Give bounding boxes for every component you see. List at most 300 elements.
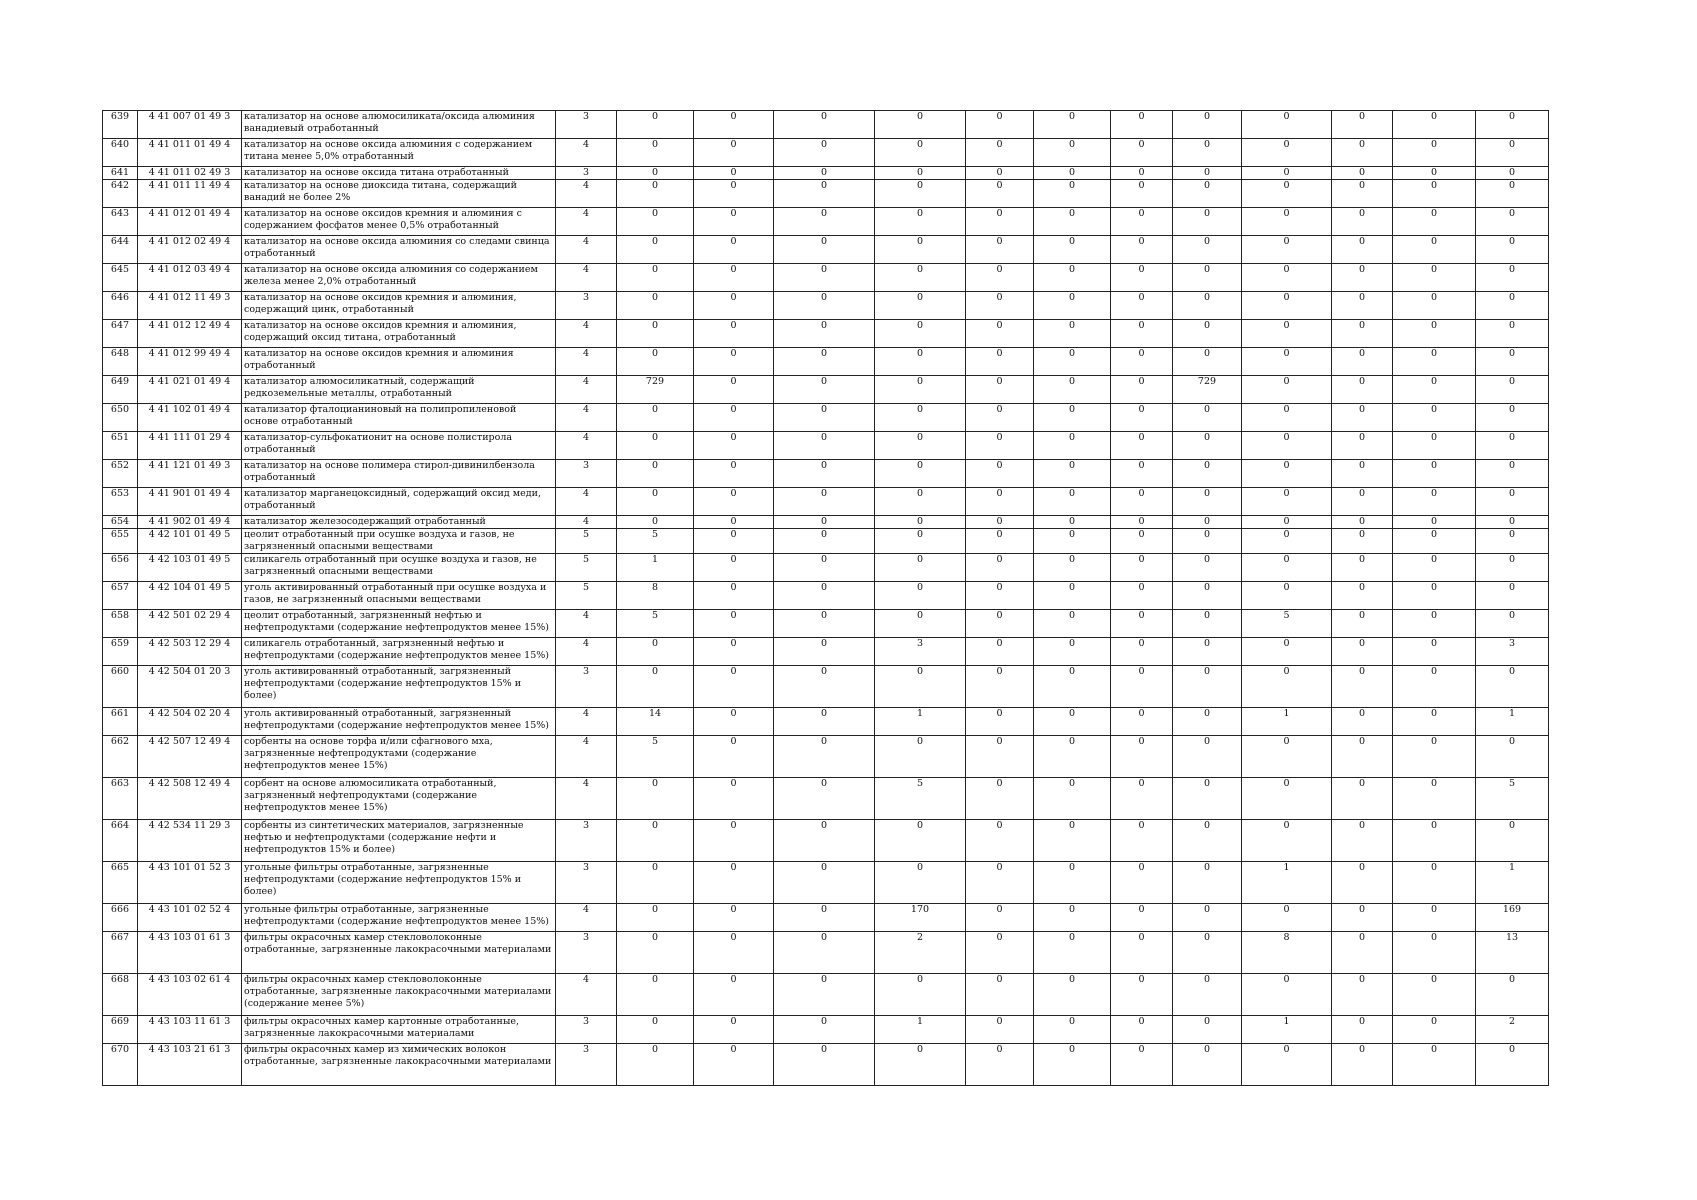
- waste-code-cell: 4 41 012 12 49 4: [138, 320, 242, 348]
- value-cell: 0: [875, 348, 966, 376]
- table-row: [103, 610, 1549, 638]
- value-cell: 0: [1332, 111, 1393, 139]
- value-cell: 0: [966, 582, 1034, 610]
- value-cell: 0: [1476, 111, 1549, 139]
- value-cell: 0: [875, 264, 966, 292]
- value-cell: 0: [774, 1016, 875, 1044]
- hazard-class-cell: 4: [556, 778, 617, 820]
- value-cell: 0: [1034, 460, 1111, 488]
- waste-description-cell: сорбент на основе алюмосиликата отработанный, загрязненный нефтепродуктами (содержание нефтепродуктов менее 15%): [242, 778, 556, 820]
- hazard-class-cell: 3: [556, 932, 617, 974]
- waste-code-cell: 4 42 534 11 29 3: [138, 820, 242, 862]
- value-cell: 0: [774, 610, 875, 638]
- value-cell: 0: [1393, 708, 1476, 736]
- value-cell: 0: [966, 292, 1034, 320]
- value-cell: 0: [694, 111, 774, 139]
- waste-description-cell: фильтры окрасочных камер стекловолоконные отработанные, загрязненные лакокрасочными материалами: [242, 932, 556, 974]
- value-cell: 0: [1242, 404, 1332, 432]
- value-cell: 0: [1242, 904, 1332, 932]
- row-number-cell: 654: [103, 516, 138, 529]
- table-row: [103, 320, 1549, 348]
- value-cell: 0: [1034, 904, 1111, 932]
- value-cell: 0: [966, 432, 1034, 460]
- table-row: [103, 554, 1549, 582]
- waste-description-cell: катализатор марганецоксидный, содержащий оксид меди, отработанный: [242, 488, 556, 516]
- value-cell: 0: [1173, 666, 1242, 708]
- value-cell: 0: [1111, 139, 1173, 167]
- value-cell: 0: [774, 236, 875, 264]
- value-cell: 8: [1242, 932, 1332, 974]
- value-cell: 0: [1034, 111, 1111, 139]
- value-cell: 0: [1476, 582, 1549, 610]
- value-cell: 1: [1242, 708, 1332, 736]
- value-cell: 0: [1173, 292, 1242, 320]
- waste-description-cell: катализатор на основе оксида алюминия со содержанием железа менее 2,0% отработанный: [242, 264, 556, 292]
- value-cell: 0: [1111, 460, 1173, 488]
- value-cell: 0: [774, 1044, 875, 1086]
- value-cell: 0: [1332, 820, 1393, 862]
- value-cell: 0: [617, 139, 694, 167]
- value-cell: 0: [774, 638, 875, 666]
- value-cell: 0: [1332, 320, 1393, 348]
- value-cell: 0: [875, 208, 966, 236]
- value-cell: 0: [774, 974, 875, 1016]
- value-cell: 0: [1173, 1016, 1242, 1044]
- table-row: [103, 904, 1549, 932]
- value-cell: 0: [966, 1044, 1034, 1086]
- value-cell: 1: [1242, 862, 1332, 904]
- document-page: [102, 110, 1549, 1086]
- value-cell: 0: [1111, 111, 1173, 139]
- value-cell: 0: [1476, 666, 1549, 708]
- waste-description-cell: уголь активированный отработанный, загрязненный нефтепродуктами (содержание нефтепродуктов менее 15%): [242, 708, 556, 736]
- value-cell: 0: [774, 320, 875, 348]
- value-cell: 0: [966, 208, 1034, 236]
- waste-code-cell: 4 41 012 11 49 3: [138, 292, 242, 320]
- table-row: [103, 529, 1549, 554]
- value-cell: 0: [1476, 320, 1549, 348]
- value-cell: 0: [966, 778, 1034, 820]
- table-row: [103, 820, 1549, 862]
- value-cell: 0: [1111, 932, 1173, 974]
- value-cell: 0: [617, 862, 694, 904]
- value-cell: 0: [1173, 180, 1242, 208]
- value-cell: 0: [617, 180, 694, 208]
- value-cell: 0: [1332, 516, 1393, 529]
- value-cell: 0: [1393, 778, 1476, 820]
- value-cell: 0: [1034, 862, 1111, 904]
- value-cell: 0: [1393, 932, 1476, 974]
- hazard-class-cell: 4: [556, 180, 617, 208]
- value-cell: 0: [1332, 180, 1393, 208]
- value-cell: 0: [617, 264, 694, 292]
- value-cell: 0: [1476, 554, 1549, 582]
- value-cell: 0: [875, 111, 966, 139]
- value-cell: 0: [617, 208, 694, 236]
- value-cell: 0: [617, 292, 694, 320]
- row-number-cell: 661: [103, 708, 138, 736]
- value-cell: 0: [1173, 348, 1242, 376]
- value-cell: 0: [966, 610, 1034, 638]
- value-cell: 0: [774, 167, 875, 180]
- row-number-cell: 643: [103, 208, 138, 236]
- value-cell: 0: [1173, 862, 1242, 904]
- value-cell: 0: [1332, 167, 1393, 180]
- value-cell: 8: [617, 582, 694, 610]
- hazard-class-cell: 4: [556, 488, 617, 516]
- value-cell: 0: [1476, 167, 1549, 180]
- value-cell: 0: [1332, 1016, 1393, 1044]
- value-cell: 2: [875, 932, 966, 974]
- value-cell: 0: [774, 582, 875, 610]
- value-cell: 0: [1111, 820, 1173, 862]
- value-cell: 0: [1242, 320, 1332, 348]
- value-cell: 0: [1034, 778, 1111, 820]
- value-cell: 0: [1393, 292, 1476, 320]
- value-cell: 0: [1393, 1044, 1476, 1086]
- value-cell: 0: [1393, 460, 1476, 488]
- value-cell: 0: [1393, 638, 1476, 666]
- waste-description-cell: катализатор фталоцианиновый на полипропиленовой основе отработанный: [242, 404, 556, 432]
- value-cell: 0: [1332, 862, 1393, 904]
- waste-description-cell: катализатор железосодержащий отработанный: [242, 516, 556, 529]
- value-cell: 0: [1111, 1044, 1173, 1086]
- value-cell: 0: [1332, 1044, 1393, 1086]
- hazard-class-cell: 3: [556, 460, 617, 488]
- value-cell: 13: [1476, 932, 1549, 974]
- value-cell: 0: [617, 404, 694, 432]
- value-cell: 0: [1034, 932, 1111, 974]
- waste-data-table: [102, 110, 1549, 1086]
- value-cell: 0: [1332, 582, 1393, 610]
- row-number-cell: 669: [103, 1016, 138, 1044]
- value-cell: 0: [1034, 167, 1111, 180]
- value-cell: 0: [1332, 208, 1393, 236]
- value-cell: 0: [966, 820, 1034, 862]
- waste-code-cell: 4 41 011 01 49 4: [138, 139, 242, 167]
- value-cell: 0: [694, 529, 774, 554]
- row-number-cell: 639: [103, 111, 138, 139]
- value-cell: 0: [1173, 404, 1242, 432]
- value-cell: 5: [617, 529, 694, 554]
- waste-code-cell: 4 41 902 01 49 4: [138, 516, 242, 529]
- waste-code-cell: 4 43 103 01 61 3: [138, 932, 242, 974]
- row-number-cell: 664: [103, 820, 138, 862]
- value-cell: 0: [1393, 736, 1476, 778]
- value-cell: 0: [966, 708, 1034, 736]
- value-cell: 0: [1242, 432, 1332, 460]
- value-cell: 0: [1393, 111, 1476, 139]
- value-cell: 0: [966, 264, 1034, 292]
- row-number-cell: 662: [103, 736, 138, 778]
- waste-code-cell: 4 41 011 02 49 3: [138, 167, 242, 180]
- value-cell: 0: [1332, 666, 1393, 708]
- waste-description-cell: фильтры окрасочных камер картонные отработанные, загрязненные лакокрасочными материалами: [242, 1016, 556, 1044]
- value-cell: 0: [694, 348, 774, 376]
- waste-code-cell: 4 41 012 03 49 4: [138, 264, 242, 292]
- value-cell: 0: [1393, 180, 1476, 208]
- value-cell: 0: [617, 111, 694, 139]
- value-cell: 0: [1111, 904, 1173, 932]
- waste-code-cell: 4 41 012 01 49 4: [138, 208, 242, 236]
- value-cell: 0: [694, 1016, 774, 1044]
- hazard-class-cell: 4: [556, 736, 617, 778]
- value-cell: 0: [617, 904, 694, 932]
- value-cell: 0: [1173, 488, 1242, 516]
- waste-description-cell: катализатор на основе оксидов кремния и алюминия с содержанием фосфатов менее 0,5% отработанный: [242, 208, 556, 236]
- waste-code-cell: 4 41 111 01 29 4: [138, 432, 242, 460]
- value-cell: 0: [774, 208, 875, 236]
- value-cell: 0: [694, 208, 774, 236]
- hazard-class-cell: 4: [556, 264, 617, 292]
- waste-description-cell: катализатор на основе оксидов кремния и алюминия, содержащий оксид титана, отработанный: [242, 320, 556, 348]
- table-row: [103, 862, 1549, 904]
- value-cell: 0: [694, 610, 774, 638]
- value-cell: 0: [1111, 1016, 1173, 1044]
- value-cell: 0: [774, 820, 875, 862]
- value-cell: 0: [1242, 582, 1332, 610]
- value-cell: 0: [774, 348, 875, 376]
- value-cell: 0: [1034, 1016, 1111, 1044]
- value-cell: 0: [1476, 516, 1549, 529]
- waste-code-cell: 4 42 104 01 49 5: [138, 582, 242, 610]
- value-cell: 0: [1111, 348, 1173, 376]
- value-cell: 0: [1173, 904, 1242, 932]
- value-cell: 0: [1393, 582, 1476, 610]
- value-cell: 0: [774, 264, 875, 292]
- value-cell: 0: [1242, 376, 1332, 404]
- value-cell: 0: [1173, 111, 1242, 139]
- waste-code-cell: 4 41 007 01 49 3: [138, 111, 242, 139]
- value-cell: 0: [966, 736, 1034, 778]
- value-cell: 0: [966, 904, 1034, 932]
- value-cell: 0: [875, 529, 966, 554]
- table-row: [103, 460, 1549, 488]
- value-cell: 0: [1173, 820, 1242, 862]
- table-row: [103, 1044, 1549, 1086]
- row-number-cell: 647: [103, 320, 138, 348]
- value-cell: 0: [966, 320, 1034, 348]
- row-number-cell: 650: [103, 404, 138, 432]
- value-cell: 0: [694, 904, 774, 932]
- value-cell: 0: [1242, 111, 1332, 139]
- value-cell: 0: [1393, 516, 1476, 529]
- value-cell: 0: [875, 404, 966, 432]
- value-cell: 0: [875, 666, 966, 708]
- value-cell: 0: [1173, 529, 1242, 554]
- value-cell: 0: [1242, 167, 1332, 180]
- row-number-cell: 660: [103, 666, 138, 708]
- value-cell: 0: [1393, 432, 1476, 460]
- value-cell: 0: [1034, 610, 1111, 638]
- value-cell: 0: [1034, 432, 1111, 460]
- value-cell: 5: [1476, 778, 1549, 820]
- value-cell: 0: [1242, 348, 1332, 376]
- value-cell: 0: [1332, 139, 1393, 167]
- hazard-class-cell: 4: [556, 638, 617, 666]
- waste-description-cell: цеолит отработанный при осушке воздуха и газов, не загрязненный опасными веществами: [242, 529, 556, 554]
- hazard-class-cell: 3: [556, 111, 617, 139]
- value-cell: 0: [1332, 610, 1393, 638]
- hazard-class-cell: 4: [556, 320, 617, 348]
- value-cell: 0: [1242, 736, 1332, 778]
- value-cell: 0: [966, 139, 1034, 167]
- value-cell: 0: [966, 348, 1034, 376]
- value-cell: 0: [1034, 236, 1111, 264]
- value-cell: 0: [1111, 180, 1173, 208]
- value-cell: 0: [774, 904, 875, 932]
- value-cell: 0: [1173, 320, 1242, 348]
- value-cell: 0: [1476, 376, 1549, 404]
- hazard-class-cell: 3: [556, 1016, 617, 1044]
- value-cell: 0: [1111, 862, 1173, 904]
- value-cell: 0: [1242, 1044, 1332, 1086]
- table-row: [103, 1016, 1549, 1044]
- value-cell: 0: [1393, 610, 1476, 638]
- value-cell: 0: [1111, 974, 1173, 1016]
- value-cell: 0: [617, 167, 694, 180]
- waste-description-cell: катализатор на основе оксида алюминия с содержанием титана менее 5,0% отработанный: [242, 139, 556, 167]
- value-cell: 0: [1332, 488, 1393, 516]
- value-cell: 0: [694, 264, 774, 292]
- value-cell: 0: [1111, 292, 1173, 320]
- value-cell: 0: [1034, 582, 1111, 610]
- value-cell: 0: [875, 376, 966, 404]
- value-cell: 0: [1034, 638, 1111, 666]
- waste-code-cell: 4 43 103 21 61 3: [138, 1044, 242, 1086]
- value-cell: 0: [966, 1016, 1034, 1044]
- value-cell: 0: [1173, 264, 1242, 292]
- waste-code-cell: 4 42 508 12 49 4: [138, 778, 242, 820]
- waste-description-cell: уголь активированный отработанный, загрязненный нефтепродуктами (содержание нефтепродуктов 15% и более): [242, 666, 556, 708]
- table-row: [103, 974, 1549, 1016]
- value-cell: 0: [1393, 376, 1476, 404]
- value-cell: 0: [1111, 376, 1173, 404]
- value-cell: 0: [1242, 236, 1332, 264]
- value-cell: 0: [694, 862, 774, 904]
- value-cell: 0: [694, 432, 774, 460]
- value-cell: 14: [617, 708, 694, 736]
- value-cell: 1: [875, 1016, 966, 1044]
- hazard-class-cell: 4: [556, 432, 617, 460]
- value-cell: 0: [1111, 778, 1173, 820]
- table-row: [103, 516, 1549, 529]
- value-cell: 0: [1173, 139, 1242, 167]
- waste-description-cell: силикагель отработанный, загрязненный нефтью и нефтепродуктами (содержание нефтепродуктов менее 15%): [242, 638, 556, 666]
- row-number-cell: 656: [103, 554, 138, 582]
- value-cell: 0: [694, 778, 774, 820]
- value-cell: 0: [694, 736, 774, 778]
- value-cell: 0: [1476, 974, 1549, 1016]
- value-cell: 0: [694, 404, 774, 432]
- hazard-class-cell: 5: [556, 529, 617, 554]
- value-cell: 1: [1242, 1016, 1332, 1044]
- value-cell: 0: [1034, 736, 1111, 778]
- value-cell: 0: [1332, 778, 1393, 820]
- value-cell: 0: [1242, 460, 1332, 488]
- value-cell: 729: [617, 376, 694, 404]
- value-cell: 0: [694, 708, 774, 736]
- value-cell: 0: [1393, 1016, 1476, 1044]
- table-row: [103, 139, 1549, 167]
- waste-code-cell: 4 41 021 01 49 4: [138, 376, 242, 404]
- value-cell: 0: [617, 516, 694, 529]
- value-cell: 0: [617, 820, 694, 862]
- waste-code-cell: 4 42 503 12 29 4: [138, 638, 242, 666]
- value-cell: 0: [1332, 236, 1393, 264]
- table-row: [103, 236, 1549, 264]
- value-cell: 0: [1332, 376, 1393, 404]
- value-cell: 0: [966, 554, 1034, 582]
- value-cell: 0: [1476, 208, 1549, 236]
- value-cell: 0: [966, 529, 1034, 554]
- value-cell: 0: [694, 139, 774, 167]
- value-cell: 0: [1393, 348, 1476, 376]
- value-cell: 0: [1242, 554, 1332, 582]
- value-cell: 1: [617, 554, 694, 582]
- value-cell: 0: [1242, 292, 1332, 320]
- value-cell: 0: [1242, 139, 1332, 167]
- value-cell: 0: [694, 488, 774, 516]
- value-cell: 0: [694, 460, 774, 488]
- value-cell: 0: [1476, 348, 1549, 376]
- value-cell: 0: [694, 932, 774, 974]
- table-row: [103, 348, 1549, 376]
- table-row: [103, 778, 1549, 820]
- value-cell: 0: [1332, 404, 1393, 432]
- waste-description-cell: фильтры окрасочных камер стекловолоконные отработанные, загрязненные лакокрасочными материалами (содержание менее 5%): [242, 974, 556, 1016]
- value-cell: 0: [774, 554, 875, 582]
- value-cell: 0: [875, 862, 966, 904]
- value-cell: 1: [1476, 862, 1549, 904]
- row-number-cell: 657: [103, 582, 138, 610]
- row-number-cell: 642: [103, 180, 138, 208]
- row-number-cell: 668: [103, 974, 138, 1016]
- value-cell: 0: [1034, 292, 1111, 320]
- value-cell: 0: [694, 516, 774, 529]
- value-cell: 0: [1332, 348, 1393, 376]
- hazard-class-cell: 4: [556, 139, 617, 167]
- table-row: [103, 638, 1549, 666]
- value-cell: 0: [617, 236, 694, 264]
- waste-description-cell: катализатор алюмосиликатный, содержащий редкоземельные металлы, отработанный: [242, 376, 556, 404]
- value-cell: 0: [875, 736, 966, 778]
- value-cell: 0: [1173, 932, 1242, 974]
- value-cell: 0: [966, 460, 1034, 488]
- value-cell: 0: [774, 666, 875, 708]
- value-cell: 0: [1111, 736, 1173, 778]
- hazard-class-cell: 4: [556, 610, 617, 638]
- row-number-cell: 658: [103, 610, 138, 638]
- value-cell: 0: [875, 460, 966, 488]
- value-cell: 0: [1476, 1044, 1549, 1086]
- table-row: [103, 264, 1549, 292]
- value-cell: 0: [1173, 460, 1242, 488]
- table-row: [103, 666, 1549, 708]
- value-cell: 0: [1393, 320, 1476, 348]
- value-cell: 0: [966, 180, 1034, 208]
- value-cell: 0: [875, 320, 966, 348]
- waste-code-cell: 4 42 507 12 49 4: [138, 736, 242, 778]
- waste-code-cell: 4 43 101 02 52 4: [138, 904, 242, 932]
- value-cell: 0: [1476, 139, 1549, 167]
- value-cell: 0: [1242, 529, 1332, 554]
- value-cell: 0: [1173, 638, 1242, 666]
- value-cell: 0: [1111, 432, 1173, 460]
- waste-code-cell: 4 42 501 02 29 4: [138, 610, 242, 638]
- table-row: [103, 167, 1549, 180]
- value-cell: 0: [1393, 236, 1476, 264]
